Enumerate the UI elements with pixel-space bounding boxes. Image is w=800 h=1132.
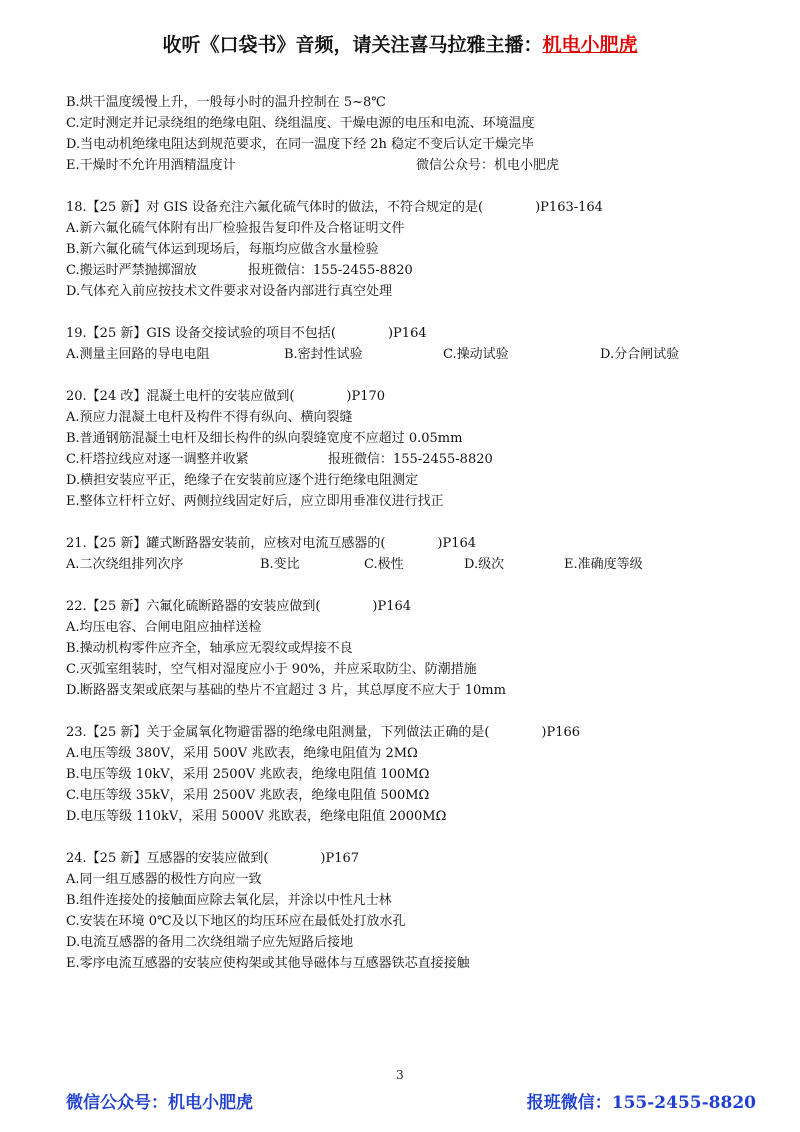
- option-line: D.横担安装应平正，绝缘子在安装前应逐个进行绝缘电阻测定: [66, 473, 419, 488]
- question-19: 19.【25 新】GIS 设备交接试验的项目不包括( )P164: [66, 326, 427, 341]
- option-line: [66, 260, 756, 281]
- option-line: D.电流互感器的备用二次绕组端子应先短路后接地: [66, 935, 354, 950]
- option-text: E.干燥时不允许用酒精温度计: [66, 158, 236, 173]
- option-line: B.电压等级 10kV，采用 2500V 兆欧表，绝缘电阻值 100MΩ: [66, 767, 430, 782]
- option-text: D.分合闸试验: [600, 347, 680, 362]
- option-line: D.断路器支架或底架与基础的垫片不宜超过 3 片，其总厚度不应大于 10mm: [66, 683, 506, 698]
- footer-contact: 报班微信：155-2455-8820: [526, 1093, 756, 1113]
- wechat-note: 微信公众号：机电小肥虎: [416, 158, 560, 173]
- option-text: A.二次绕组排列次序: [66, 557, 184, 572]
- option-line: A.新六氟化硫气体附有出厂检验报告复印件及合格证明文件: [66, 221, 405, 236]
- option-text: C.极性: [364, 557, 404, 572]
- contact-note: 报班微信：155-2455-8820: [328, 452, 493, 467]
- option-line: D.当电动机绝缘电阻达到规范要求，在同一温度下经 2h 稳定不变后认定干燥完毕: [66, 137, 535, 152]
- option-line: B.新六氟化硫气体运到现场后，每瓶均应做含水量检验: [66, 242, 379, 257]
- option-line: [66, 155, 756, 176]
- question-24: 24.【25 新】互感器的安装应做到( )P167: [66, 851, 360, 866]
- option-line: C.定时测定并记录绕组的绝缘电阻、绕组温度、干燥电源的电压和电流、环境温度: [66, 116, 535, 131]
- option-line: B.组件连接处的接触面应除去氧化层，并涂以中性凡士林: [66, 893, 392, 908]
- contact-note: 报班微信：155-2455-8820: [248, 263, 413, 278]
- option-line: C.安装在环境 0℃及以下地区的均压环应在最低处打放水孔: [66, 914, 406, 929]
- option-line: [66, 449, 756, 470]
- option-line: E.零序电流互感器的安装应使构架或其他导磁体与互感器铁芯直接接触: [66, 956, 470, 971]
- option-line: E.整体立杆杆立好、两侧拉线固定好后，应立即用垂准仪进行找正: [66, 494, 444, 509]
- question-21: 21.【25 新】罐式断路器安装前，应核对电流互感器的( )P164: [66, 536, 477, 551]
- option-text: E.准确度等级: [564, 557, 643, 572]
- option-line: A.同一组互感器的极性方向应一致: [66, 872, 262, 887]
- header-prefix: 收听《口袋书》音频，请关注喜马拉雅主播：: [162, 34, 543, 56]
- option-text: B.密封性试验: [284, 347, 363, 362]
- option-line: B.操动机构零件应齐全，轴承应无裂纹或焊接不良: [66, 641, 353, 656]
- option-line: A.预应力混凝土电杆及构件不得有纵向、横向裂缝: [66, 410, 353, 425]
- option-text: C.搬运时严禁抛掷溜放: [66, 263, 197, 278]
- header-highlight: 机电小肥虎: [542, 34, 638, 56]
- page-footer: [66, 1088, 756, 1113]
- option-text: C.操动试验: [443, 347, 509, 362]
- option-row: [66, 554, 756, 575]
- option-line: B.烘干温度缓慢上升，一般每小时的温升控制在 5~8℃: [66, 95, 386, 110]
- option-line: D.气体充入前应按技术文件要求对设备内部进行真空处理: [66, 284, 393, 299]
- question-23: 23.【25 新】关于金属氧化物避雷器的绝缘电阻测量，下列做法正确的是( )P166: [66, 725, 581, 740]
- question-22: 22.【25 新】六氟化硫断路器的安装应做到( )P164: [66, 599, 412, 614]
- option-text: A.测量主回路的导电电阻: [66, 347, 210, 362]
- option-text: B.变比: [260, 557, 300, 572]
- question-list: [66, 92, 756, 974]
- option-line: A.均压电容、合闸电阻应抽样送检: [66, 620, 262, 635]
- option-line: B.普通钢筋混凝土电杆及细长构件的纵向裂缝宽度不应超过 0.05mm: [66, 431, 463, 446]
- page-number: 3: [396, 1068, 404, 1082]
- option-text: C.杆塔拉线应对逐一调整并收紧: [66, 452, 249, 467]
- question-20: 20.【24 改】混凝土电杆的安装应做到( )P170: [66, 389, 386, 404]
- option-line: C.电压等级 35kV，采用 2500V 兆欧表，绝缘电阻值 500MΩ: [66, 788, 430, 803]
- option-line: C.灭弧室组装时，空气相对湿度应小于 90%，并应采取防尘、防潮措施: [66, 662, 477, 677]
- footer-wechat: 微信公众号：机电小肥虎: [66, 1093, 253, 1113]
- option-row: [66, 344, 756, 365]
- option-line: D.电压等级 110kV，采用 5000V 兆欧表，绝缘电阻值 2000MΩ: [66, 809, 447, 824]
- question-18: 18.【25 新】对 GIS 设备充注六氟化硫气体时的做法，不符合规定的是( )P163-164: [66, 200, 603, 215]
- option-line: A.电压等级 380V，采用 500V 兆欧表，绝缘电阻值为 2MΩ: [66, 746, 418, 761]
- page-header: [0, 30, 800, 57]
- option-text: D.级次: [464, 557, 505, 572]
